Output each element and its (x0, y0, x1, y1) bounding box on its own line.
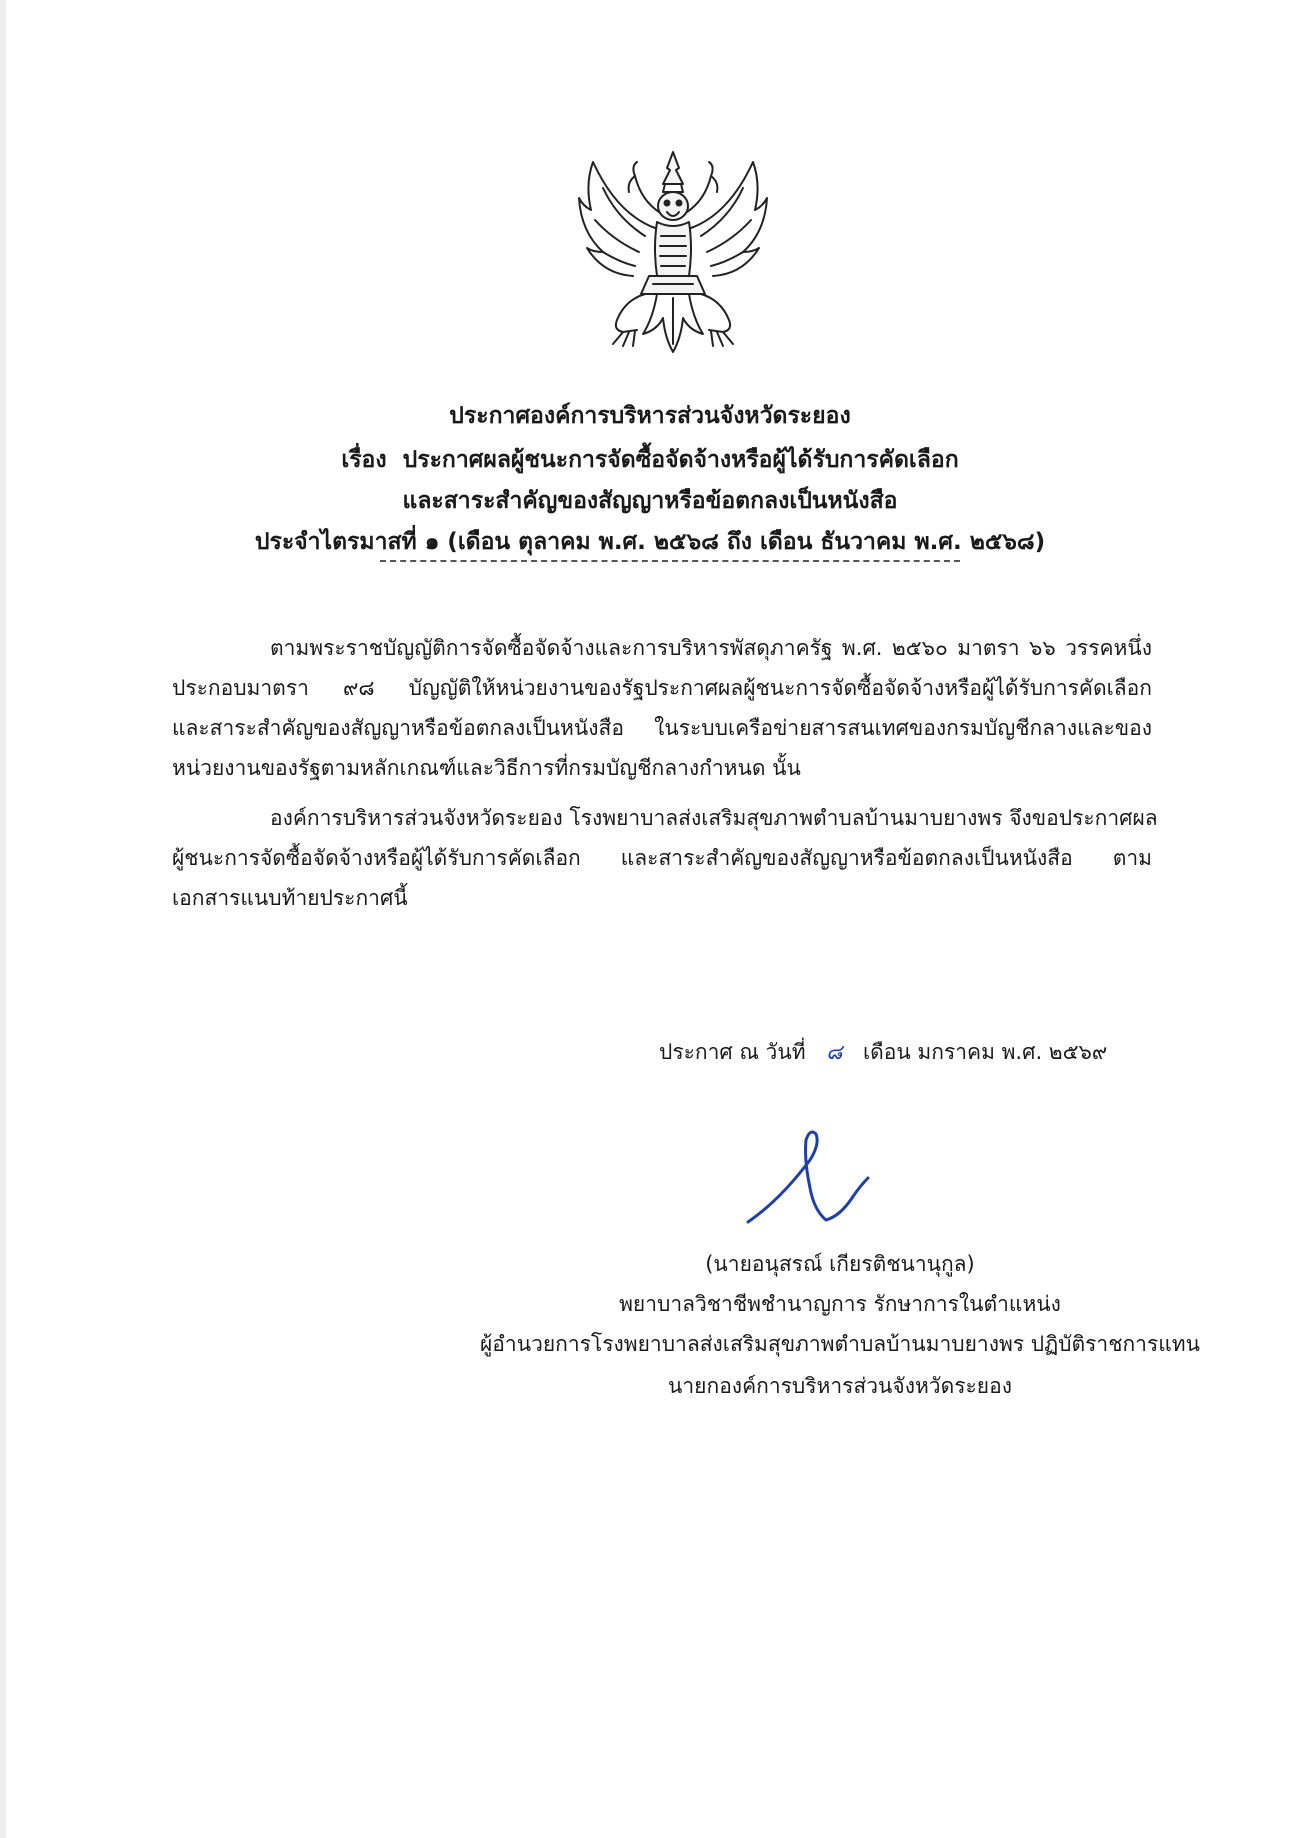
paragraph-line: ผู้ชนะการจัดซื้อจัดจ้างหรือผู้ได้รับการคัดเลือก และสาระสำคัญของสัญญาหรือข้อตกลงเป็นหนังสือ ตาม (172, 846, 1152, 870)
subject-label: เรื่อง (341, 447, 387, 473)
announcement-date (659, 1036, 1107, 1069)
date-suffix: เดือน มกราคม พ.ศ. ๒๕๖๙ (862, 1040, 1108, 1064)
signatory-position: พยาบาลวิชาชีพชำนาญการ รักษาการในตำแหน่ง (619, 1292, 1061, 1316)
handwritten-day: ๘ (826, 1040, 843, 1064)
heading-subject (0, 442, 1300, 478)
paragraph-line: องค์การบริหารส่วนจังหวัดระยอง โรงพยาบาลส่งเสริมสุขภาพตำบลบ้านมาบยางพร จึงขอประกาศผล (270, 806, 1158, 830)
signatory-on-behalf-of: นายกองค์การบริหารส่วนจังหวัดระยอง (668, 1374, 1012, 1398)
date-prefix: ประกาศ ณ วันที่ (659, 1040, 806, 1064)
heading-organization: ประกาศองค์การบริหารส่วนจังหวัดระยอง (449, 403, 851, 429)
heading-divider (380, 560, 960, 562)
body-paragraph-2 (172, 798, 1158, 918)
garuda-emblem-icon (573, 148, 773, 360)
paragraph-line: ตามพระราชบัญญัติการจัดซื้อจัดจ้างและการบริหารพัสดุภาครัฐ พ.ศ. ๒๕๖๐ มาตรา ๖๖ วรรคหนึ่ง (270, 636, 1152, 660)
handwritten-signature (740, 1120, 890, 1240)
paragraph-line: และสาระสำคัญของสัญญาหรือข้อตกลงเป็นหนังสือ ในระบบเครือข่ายสารสนเทศของกรมบัญชีกลางและของ (172, 716, 1152, 740)
paragraph-line: เอกสารแนบท้ายประกาศนี้ (172, 886, 408, 910)
paragraph-line: หน่วยงานของรัฐตามหลักเกณฑ์และวิธีการที่กรมบัญชีกลางกำหนด นั้น (172, 756, 801, 780)
signatory-acting-role: ผู้อำนวยการโรงพยาบาลส่งเสริมสุขภาพตำบลบ้านมาบยางพร ปฏิบัติราชการแทน (480, 1332, 1200, 1356)
heading-quarter: ประจำไตรมาสที่ ๑ (เดือน ตุลาคม พ.ศ. ๒๕๖๘ ถึง เดือน ธันวาคม พ.ศ. ๒๕๖๘) (254, 529, 1046, 555)
page-edge (0, 0, 6, 1838)
body-paragraph-1 (172, 628, 1152, 788)
subject-text: ประกาศผลผู้ชนะการจัดซื้อจัดจ้างหรือผู้ได้รับการคัดเลือก (402, 447, 959, 473)
heading-subject-continued: และสาระสำคัญของสัญญาหรือข้อตกลงเป็นหนังสือ (402, 488, 898, 514)
paragraph-line: ประกอบมาตรา ๙๘ บัญญัติให้หน่วยงานของรัฐประกาศผลผู้ชนะการจัดซื้อจัดจ้างหรือผู้ได้รับการคัดเลือก (172, 676, 1152, 700)
signatory-name: (นายอนุสรณ์ เกียรติชนานุกูล) (705, 1252, 975, 1276)
